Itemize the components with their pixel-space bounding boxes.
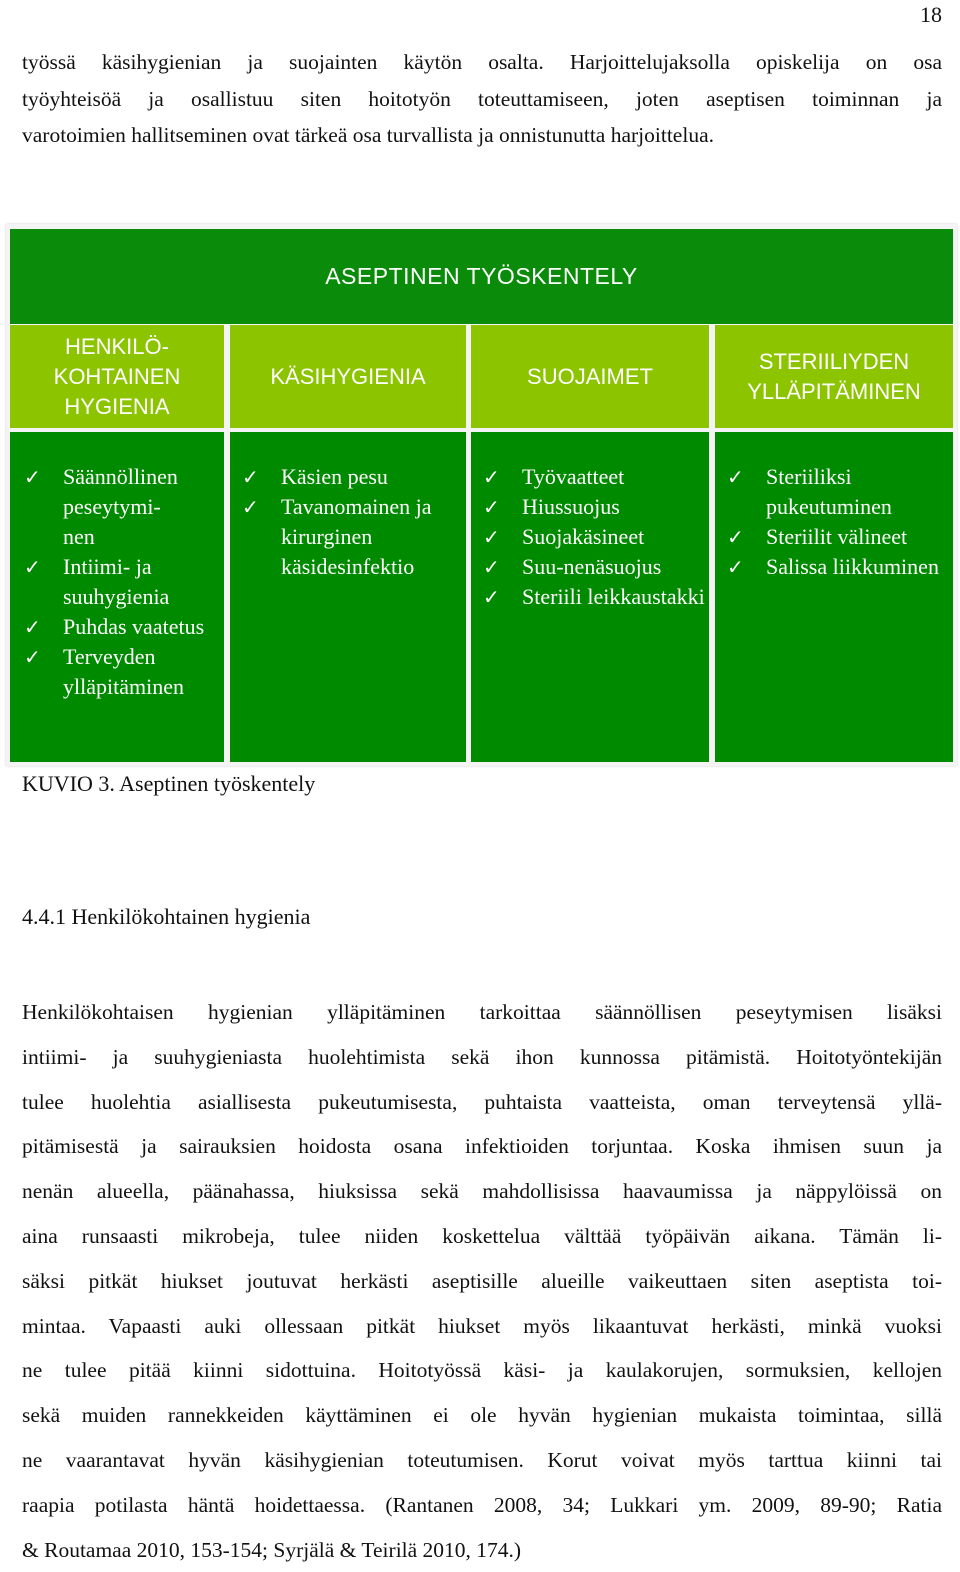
item-label: Hiussuojus	[522, 494, 620, 519]
text-line: säksi pitkät hiukset joutuvat herkästi aseptisille alueille vaikeuttaen siten aseptista toi-	[22, 1268, 942, 1293]
page-number: 18	[920, 2, 942, 27]
check-icon: ✓	[727, 465, 744, 489]
items-protective-equipment	[471, 432, 709, 762]
list-item	[242, 492, 462, 582]
list-item	[24, 612, 220, 642]
items-hand-hygiene	[230, 432, 466, 762]
list-item	[483, 492, 705, 522]
check-icon: ✓	[483, 465, 500, 489]
list-item	[483, 552, 705, 582]
diagram-title: ASEPTINEN TYÖSKENTELY	[10, 229, 953, 324]
check-icon: ✓	[727, 525, 744, 549]
text-line: aina runsaasti mikrobeja, tulee niiden kosketteluа välttää työpäivän aikana. Tämän li-	[22, 1223, 942, 1248]
item-label: Steriili leikkaustakki	[522, 584, 705, 609]
category-protective-equipment	[471, 325, 709, 428]
item-label: Työvaatteet	[522, 464, 625, 489]
text-line: työyhteisöä ja osallistuu siten hoitotyön toteuttamiseen, joten aseptisen toiminnan ja	[22, 86, 942, 111]
text-line: ne vaarantavat hyvän käsihygienian toteutumisen. Korut voivat myös tarttua kiinni tai	[22, 1447, 942, 1472]
list-item	[24, 552, 220, 612]
check-icon: ✓	[24, 465, 41, 489]
item-label: Suu-nenäsuojus	[522, 554, 662, 579]
item-label: Terveyden ylläpitäminen	[63, 644, 184, 699]
check-icon: ✓	[24, 645, 41, 669]
intro-paragraph	[22, 44, 942, 154]
category-label: KÄSIHYGIENIA	[270, 363, 426, 389]
text-line: työssä käsihygienian ja suojainten käytön osalta. Harjoittelujaksolla opiskelija on osa	[22, 50, 942, 74]
list-item	[727, 522, 949, 552]
item-label: Säännöllinen peseytymi- nen	[63, 464, 178, 549]
check-icon: ✓	[483, 495, 500, 519]
item-label: Käsien pesu	[281, 464, 388, 489]
list-item	[24, 462, 220, 552]
category-personal-hygiene	[10, 325, 224, 428]
list-item	[727, 462, 949, 522]
item-label: Suojakäsineet	[522, 524, 645, 549]
text-line: sekä muiden rannekkeiden käyttäminen ei ole hyvän hygienian mukaista toimintaa, sillä	[22, 1403, 942, 1428]
text-line: tulee huolehtia asiallisesta pukeutumisesta, puhtaista vaatteista, oman terveytensä yllä-	[22, 1089, 942, 1114]
check-icon: ✓	[24, 615, 41, 639]
text-line: & Routamaa 2010, 153-154; Syrjälä & Teirilä 2010, 174.)	[22, 1537, 522, 1562]
check-icon: ✓	[483, 555, 500, 579]
category-hand-hygiene	[230, 325, 466, 428]
check-icon: ✓	[483, 585, 500, 609]
item-label: Tavanomainen ja kirurginen käsidesinfektio	[281, 494, 432, 579]
text-line: nenän alueella, päänahassa, hiuksissa sekä mahdollisissa haavaumissa ja näppylöissä on	[22, 1179, 942, 1204]
check-icon: ✓	[242, 465, 259, 489]
text-line: varotoimien hallitseminen ovat tärkeä osa turvallista ja onnistunutta harjoittelua.	[22, 123, 714, 147]
body-paragraph	[22, 990, 942, 1572]
category-label: HENKILÖ- KOHTAINEN HYGIENIA	[53, 333, 181, 419]
category-sterility-maintenance	[715, 325, 953, 428]
list-item	[727, 552, 949, 582]
item-label: Intiimi- ja suuhygienia	[63, 554, 170, 609]
text-line: mintaa. Vapaasti auki ollessaan pitkät hiukset myös likaantuvat herkästi, minkä vuoksi	[22, 1313, 942, 1338]
item-label: Puhdas vaatetus	[63, 614, 205, 639]
figure-caption: KUVIO 3. Aseptinen työskentely	[22, 771, 316, 796]
list-item	[483, 522, 705, 552]
aseptic-work-diagram	[6, 224, 957, 766]
text-line: intiimi- ja suuhygieniasta huolehtimista sekä ihon kunnossa pitämistä. Hoitotyöntekijän	[22, 1044, 942, 1069]
item-label: Salissa liikkuminen	[766, 554, 939, 579]
items-personal-hygiene	[10, 432, 224, 762]
list-item	[24, 642, 220, 702]
check-icon: ✓	[483, 525, 500, 549]
section-heading: 4.4.1 Henkilökohtainen hygienia	[22, 904, 311, 929]
text-line: Henkilökohtaisen hygienian ylläpitäminen tarkoittaa säännöllisen peseytymisen lisäksi	[22, 1000, 942, 1024]
check-icon: ✓	[242, 495, 259, 519]
list-item	[483, 582, 705, 612]
check-icon: ✓	[24, 555, 41, 579]
item-label: Steriiliksi pukeutuminen	[766, 464, 892, 519]
items-sterility-maintenance	[715, 432, 953, 762]
text-line: pitämisestä ja sairauksien hoidosta osana infektioiden torjuntaa. Koska ihmisen suun ja	[22, 1134, 942, 1159]
text-line: raapia potilasta häntä hoidettaessa. (Rantanen 2008, 34; Lukkari ym. 2009, 89-90; Ratia	[22, 1492, 942, 1517]
list-item	[242, 462, 462, 492]
item-label: Steriilit välineet	[766, 524, 908, 549]
check-icon: ✓	[727, 555, 744, 579]
category-label: STERIILIYDEN YLLÄPITÄMINEN	[747, 348, 921, 404]
category-label: SUOJAIMET	[527, 363, 653, 389]
text-line: ne tulee pitää kiinni sidottuina. Hoitotyössä käsi- ja kaulakorujen, sormuksien, kellojen	[22, 1358, 942, 1383]
list-item	[483, 462, 705, 492]
